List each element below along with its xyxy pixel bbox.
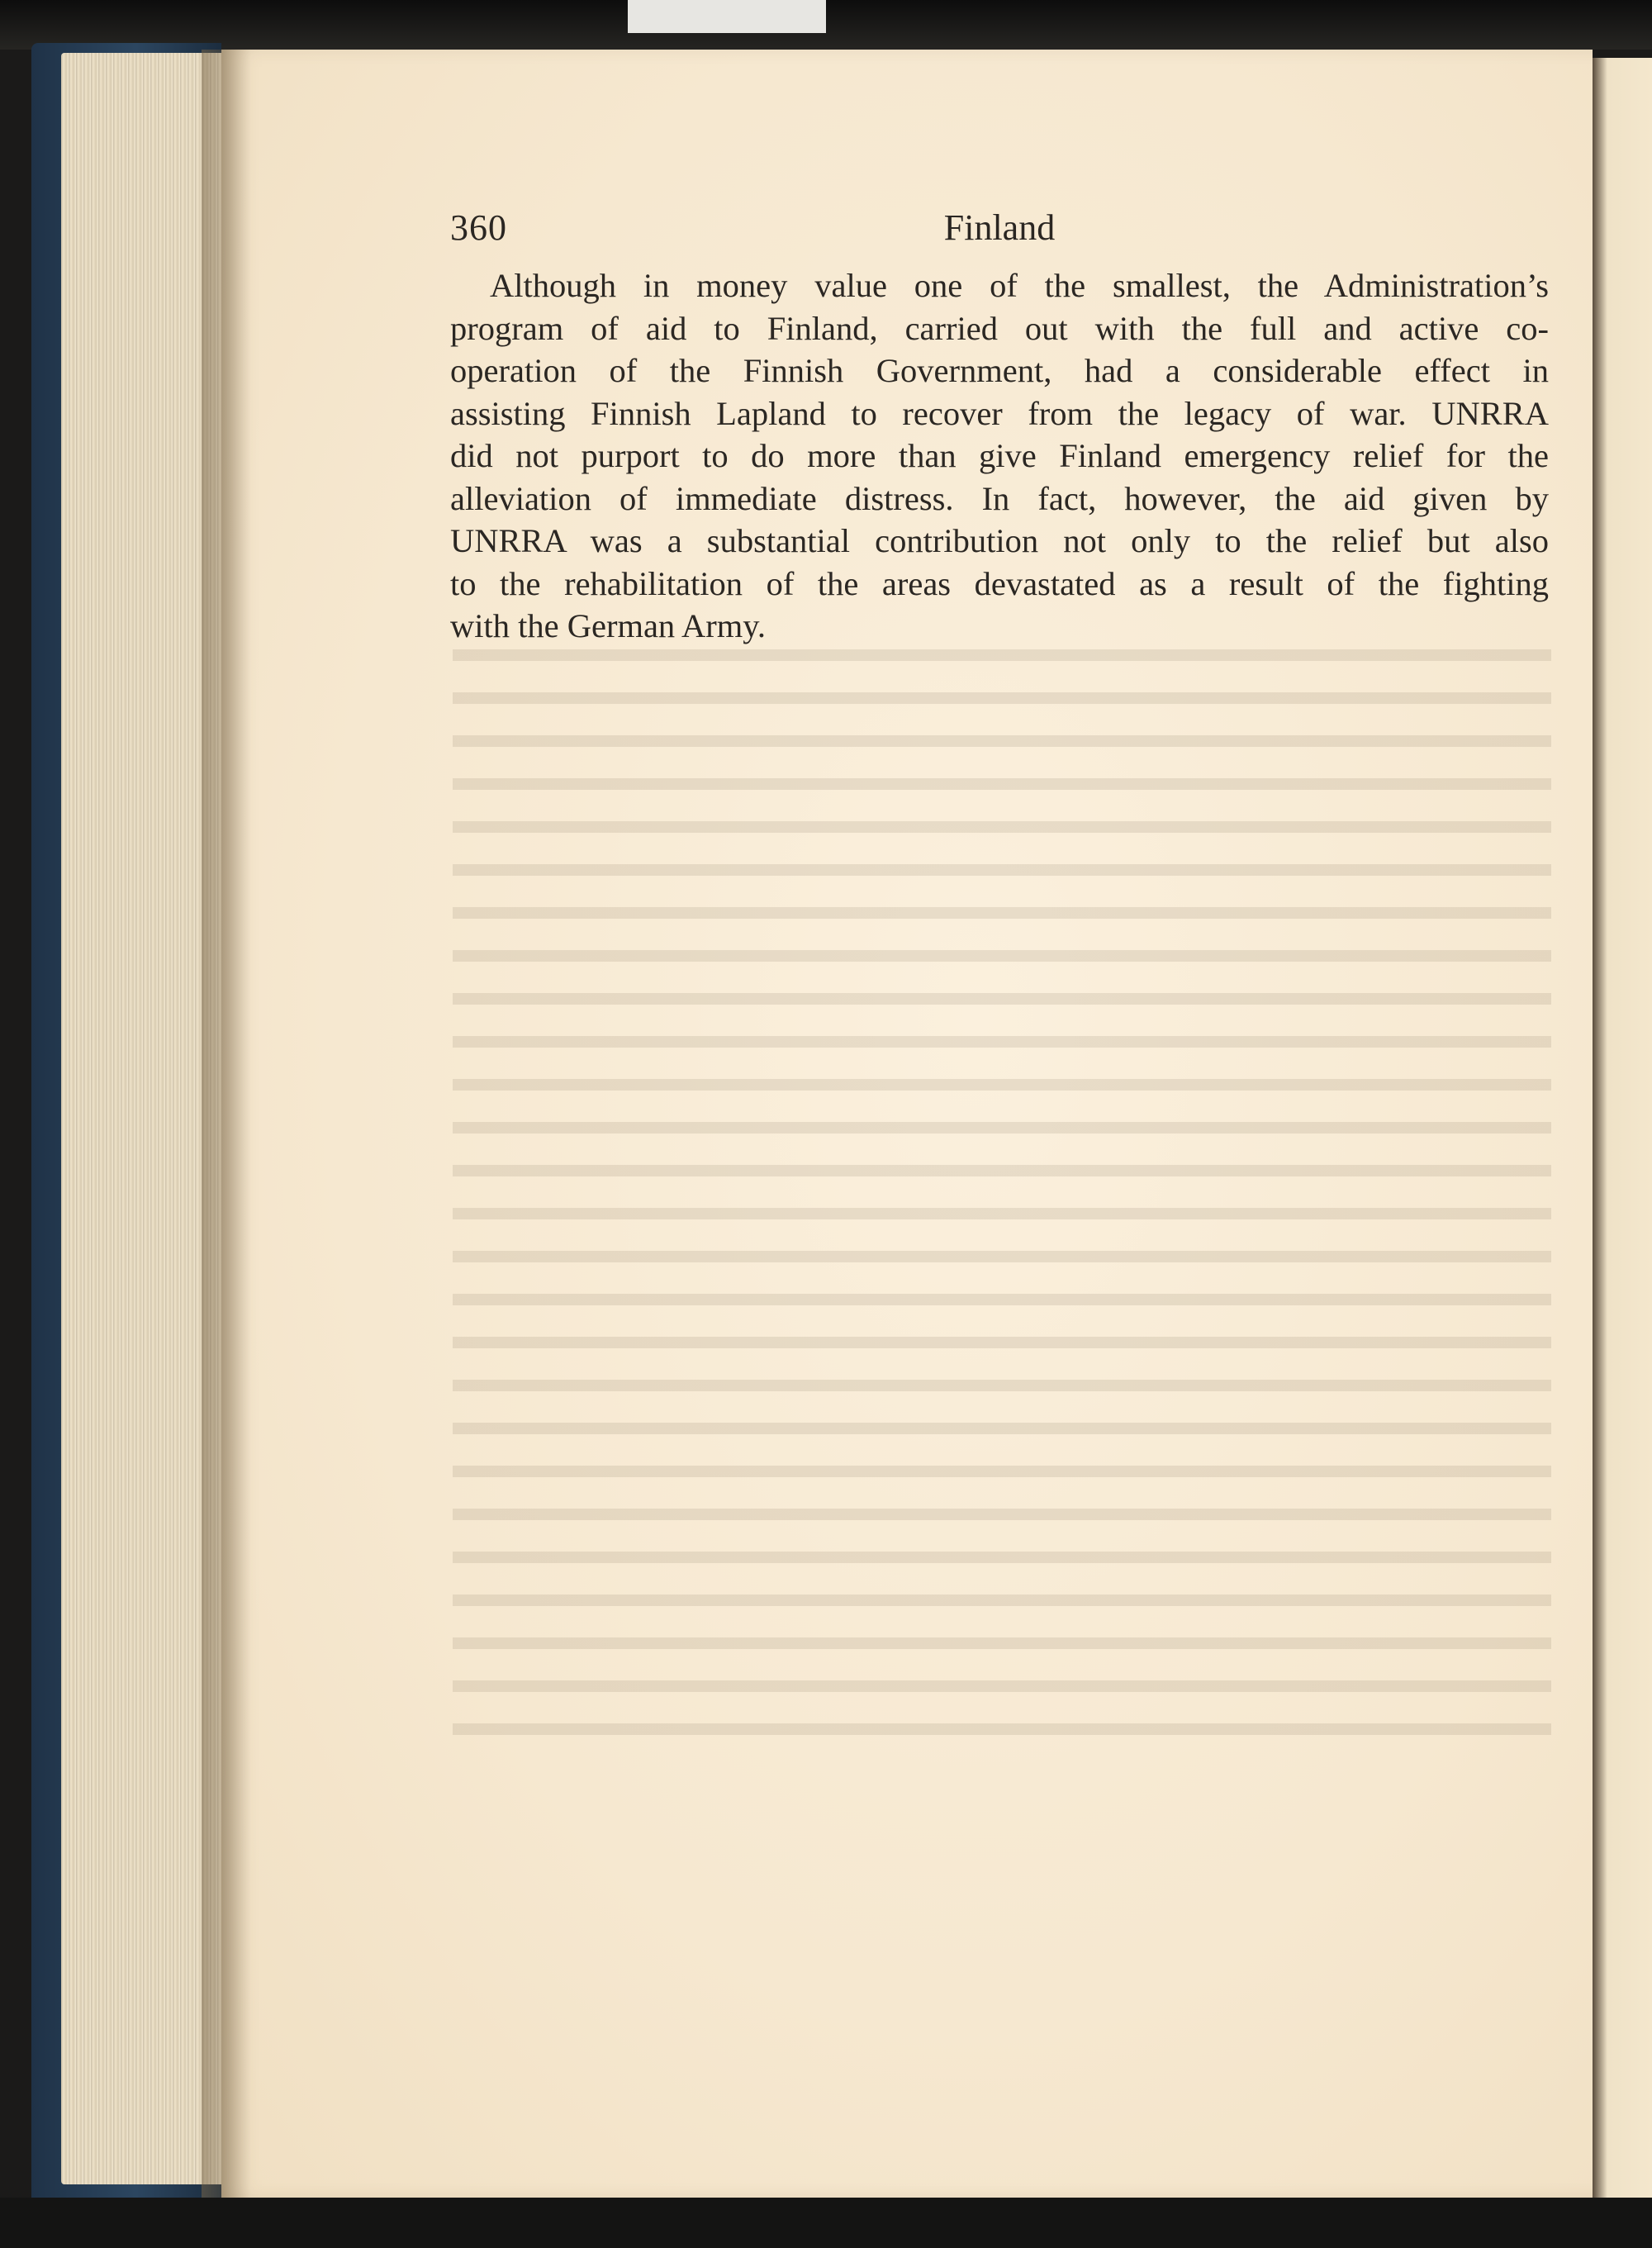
gutter-shadow: [202, 50, 251, 2198]
facing-page-edge: [1593, 58, 1652, 2198]
scan-top-notch: [628, 0, 826, 33]
text-line: to the rehabilitation of the areas devastated as a result of the fighting: [450, 564, 1549, 602]
text-line: operation of the Finnish Government, had a considerable effect in: [450, 352, 1549, 389]
page-number: 360: [450, 207, 507, 248]
text-line: program of aid to Finland, carried out with the full and active co-: [450, 309, 1549, 347]
text-line: did not purport to do more than give Finland emergency relief for the: [450, 437, 1549, 474]
scan-background-bottom: [0, 2198, 1652, 2248]
text-line: with the German Army.: [450, 607, 767, 644]
text-line: assisting Finnish Lapland to recover from the legacy of war. UNRRA: [450, 394, 1549, 432]
chapter-title: Finland: [943, 207, 1056, 248]
text-line: Although in money value one of the smallest, the Administration’s: [490, 267, 1549, 304]
show-through-text: [453, 628, 1551, 1735]
body-paragraph: [450, 264, 1549, 648]
text-line: alleviation of immediate distress. In fact, however, the aid given by: [450, 479, 1549, 517]
scan-background-top: [0, 0, 1652, 50]
running-head: [450, 207, 1549, 256]
text-line: UNRRA was a substantial contribution not only to the relief but also: [450, 522, 1549, 559]
